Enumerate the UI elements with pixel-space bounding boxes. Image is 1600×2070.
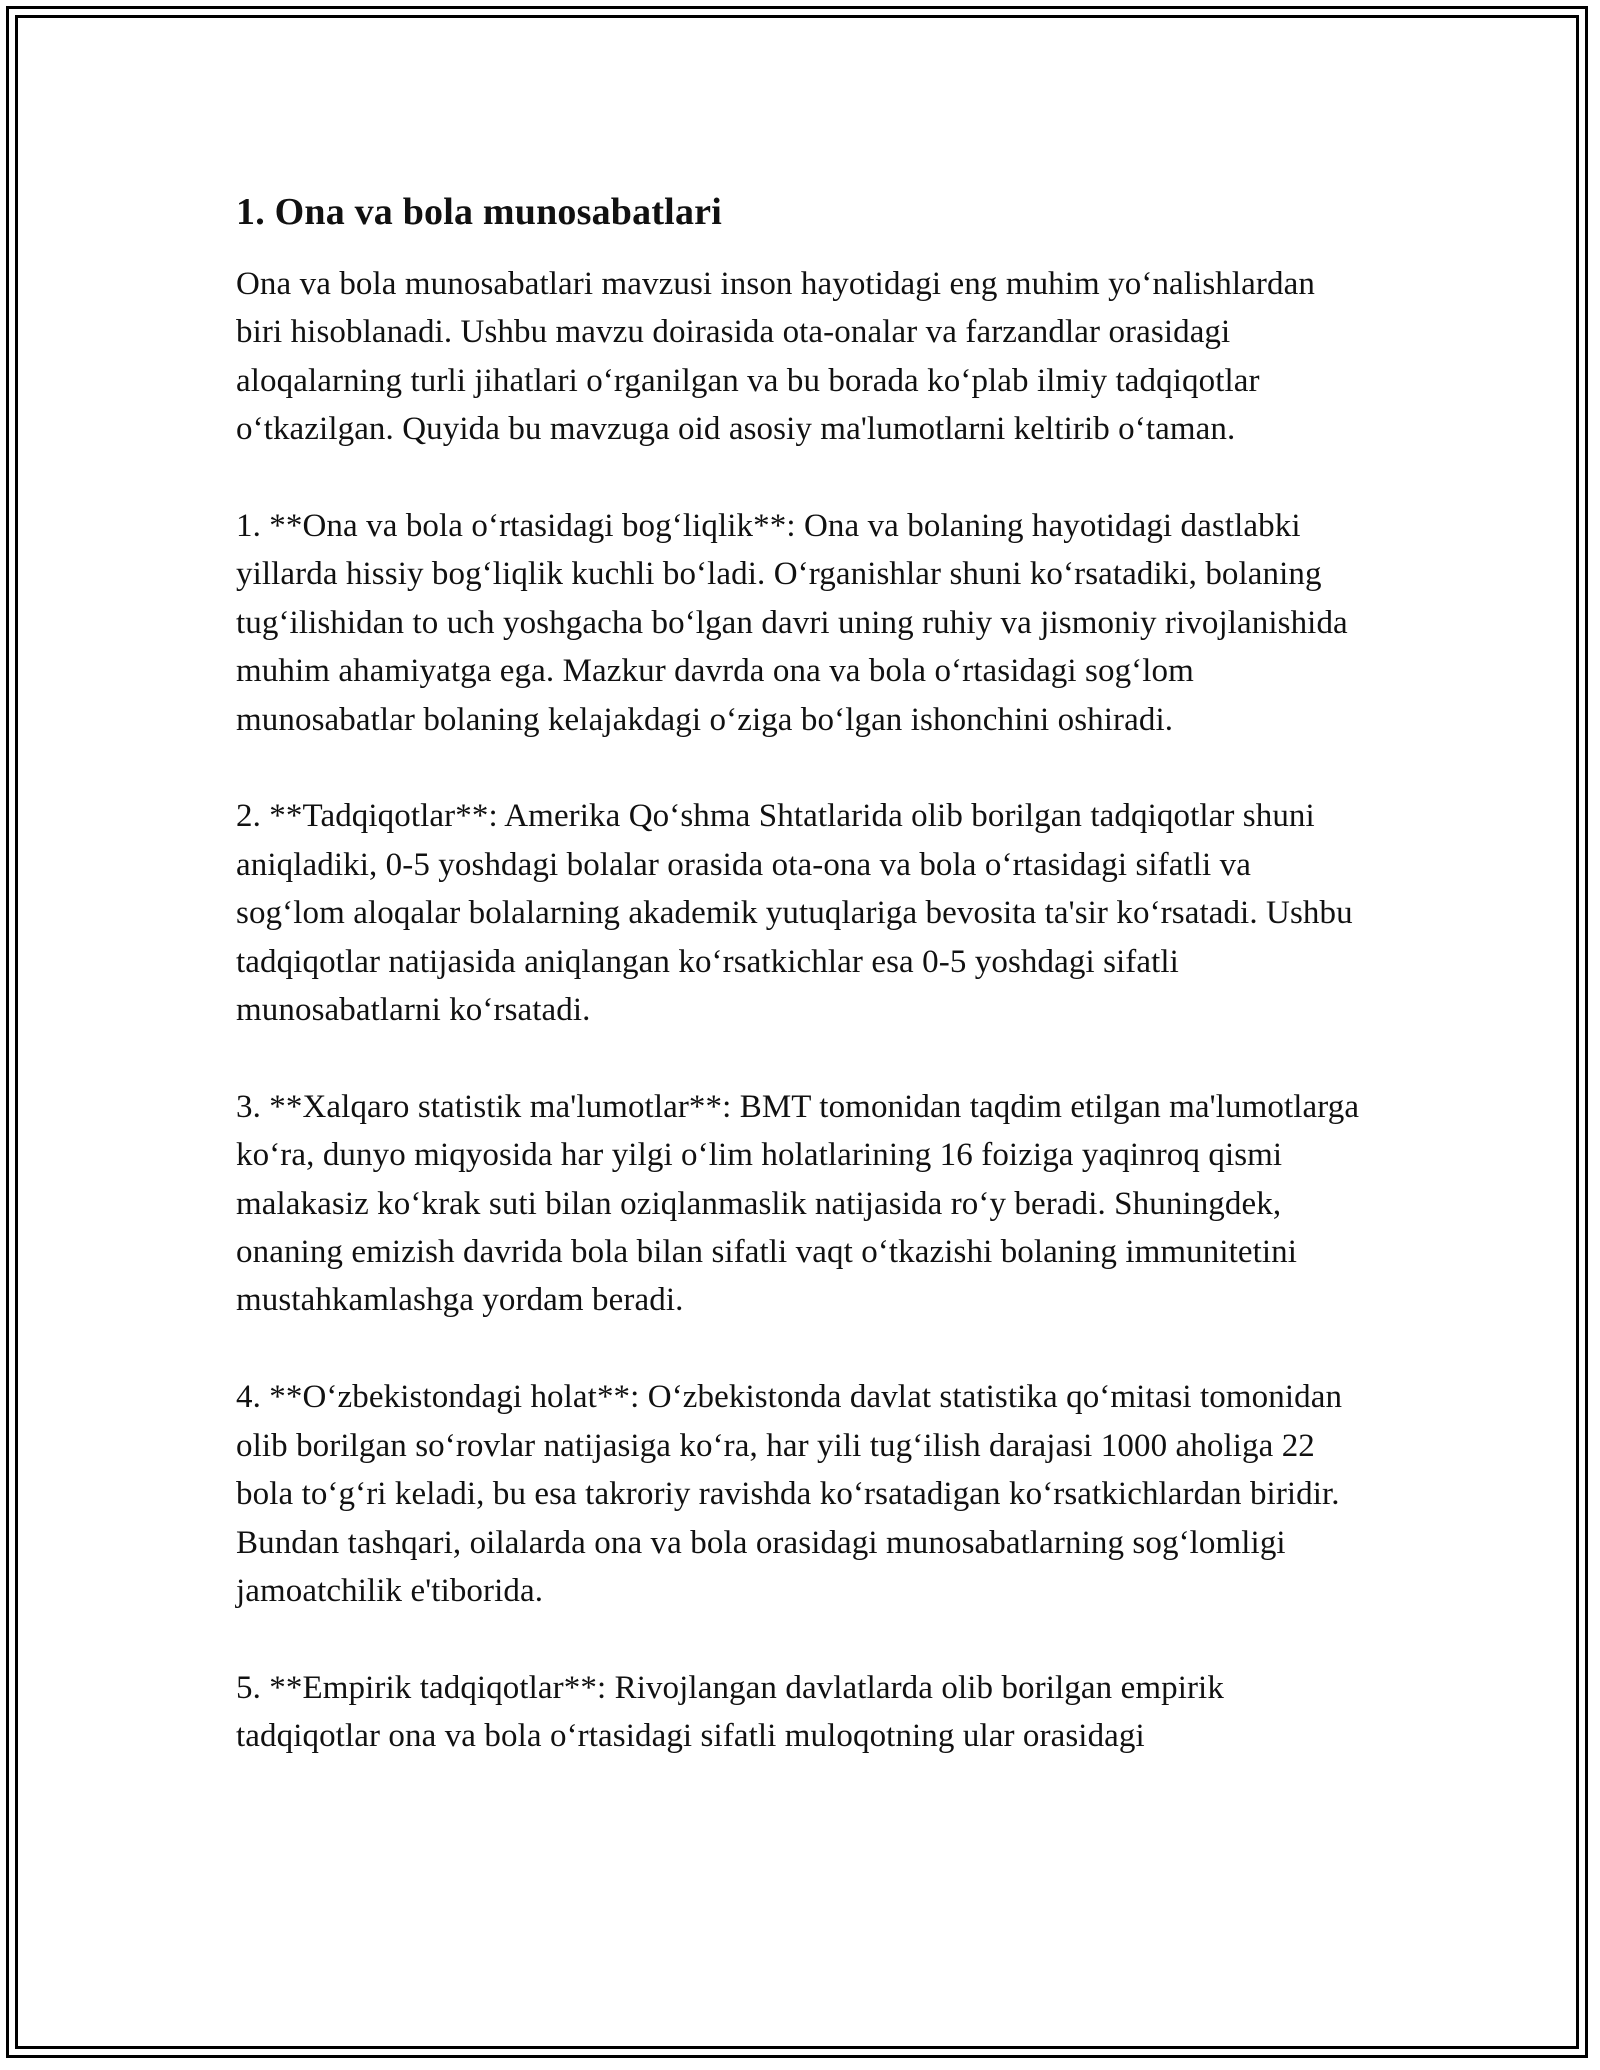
paragraph-4-uzbekistan: 4. **O‘zbekistondagi holat**: O‘zbekistonda davlat statistika qo‘mitasi tomonidan olib borilgan so‘rovlar natijasiga ko‘ra, har yili tug‘ilish darajasi 1000 aholiga 22 bola to‘g‘ri keladi, bu esa takroriy ravishda ko‘rsatadigan ko‘rsatkichlardan biridir. Bundan tashqari, oilalarda ona va bola orasidagi munosabatlarning sog‘lomligi jamoatchilik e'tiborida.	[236, 1379, 1343, 1609]
section-heading: 1. Ona va bola munosabatlari	[236, 191, 722, 233]
paragraph-5-empirical: 5. **Empirik tadqiqotlar**: Rivojlangan davlatlarda olib borilgan empirik tadqiqotlar ona va bola o‘rtasidagi sifatli muloqotning ular orasidagi	[236, 1669, 1224, 1755]
intro-paragraph: Ona va bola munosabatlari mavzusi inson hayotidagi eng muhim yo‘nalishlardan biri hisoblanadi. Ushbu mavzu doirasida ota-onalar va farzandlar orasidagi aloqalarning turli jihatlari o‘rganilgan va bu borada ko‘plab ilmiy tadqiqotlar o‘tkazilgan. Quyida bu mavzuga oid asosiy ma'lumotlarni keltirib o‘taman.	[236, 266, 1315, 448]
paragraph-3-international-stats: 3. **Xalqaro statistik ma'lumotlar**: BMT tomonidan taqdim etilgan ma'lumotlarga ko‘ra, dunyo miqyosida har yilgi o‘lim holatlarining 16 foiziga yaqinroq qismi malakasiz ko‘krak suti bilan oziqlanmaslik natijasida ro‘y beradi. Shuningdek, onaning emizish davrida bola bilan sifatli vaqt o‘tkazishi bolaning immunitetini mustahkamlashga yordam beradi.	[236, 1088, 1360, 1319]
paragraph-2-research: 2. **Tadqiqotlar**: Amerika Qo‘shma Shtatlarida olib borilgan tadqiqotlar shuni aniqladiki, 0-5 yoshdagi bolalar orasida ota-ona va bola o‘rtasidagi sifatli va sog‘lom aloqalar bolalarning akademik yutuqlariga bevosita ta'sir ko‘rsatadi. Ushbu tadqiqotlar natijasida aniqlangan ko‘rsatkichlar esa 0-5 yoshdagi sifatli munosabatlarni ko‘rsatadi.	[236, 798, 1353, 1029]
document-body	[236, 184, 1366, 1761]
paragraph-1-bond: 1. **Ona va bola o‘rtasidagi bog‘liqlik**: Ona va bolaning hayotidagi dastlabki yillarda hissiy bog‘liqlik kuchli bo‘ladi. O‘rganishlar shuni ko‘rsatadiki, bolaning tug‘ilishidan to uch yoshgacha bo‘lgan davri uning ruhiy va jismoniy rivojlanishida muhim ahamiyatga ega. Mazkur davrda ona va bola o‘rtasidagi sog‘lom munosabatlar bolaning kelajakdagi o‘ziga bo‘lgan ishonchini oshiradi.	[236, 508, 1348, 738]
